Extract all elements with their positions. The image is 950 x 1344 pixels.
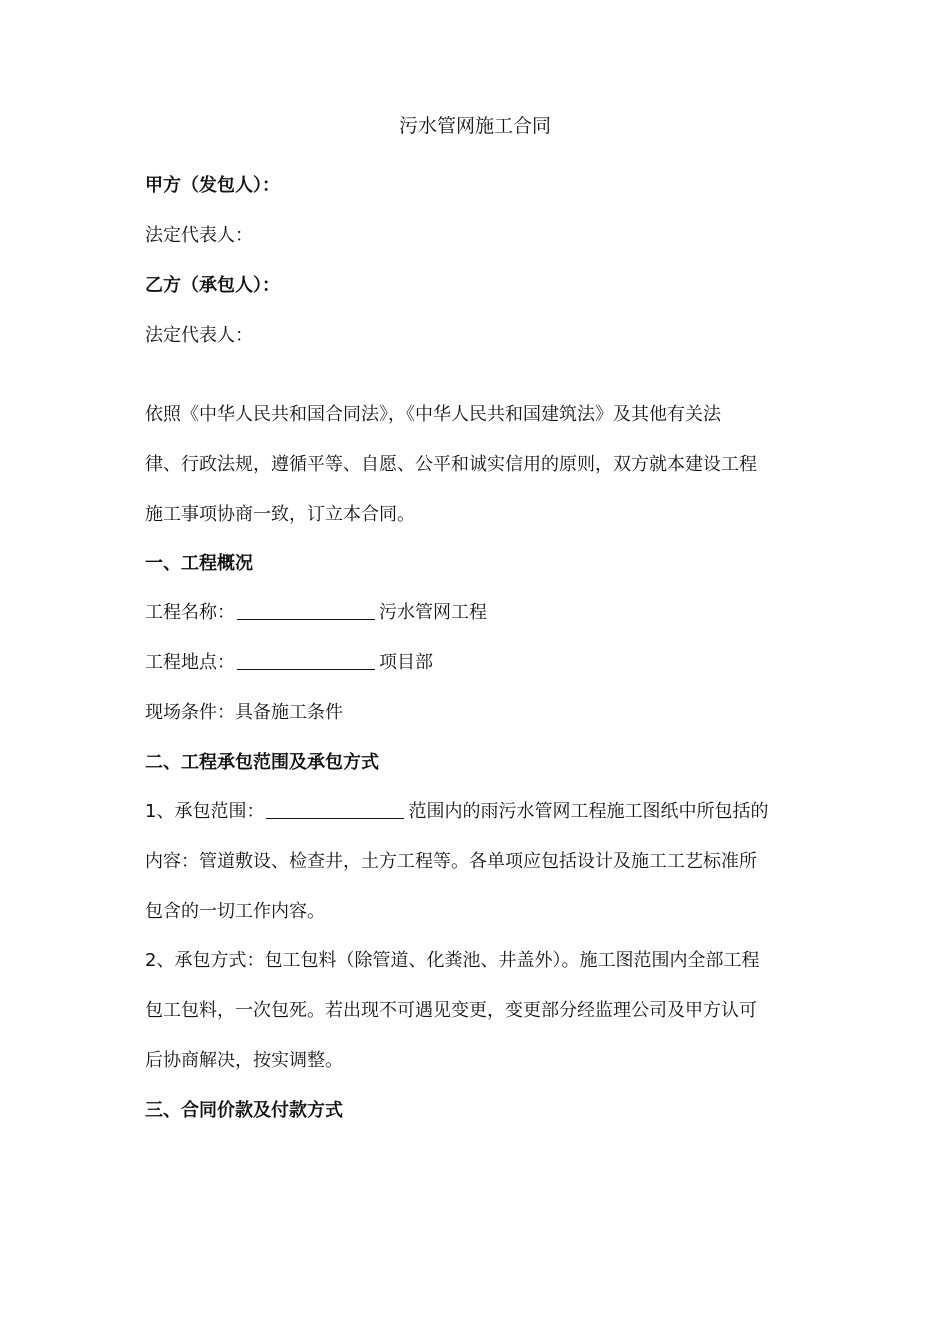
project-location-label: 工程地点：	[145, 652, 235, 673]
preamble-line: 律、行政法规，遵循平等、自愿、公平和诚实信用的原则，双方就本建设工程	[145, 454, 757, 475]
preamble-line: 依照《中华人民共和国合同法》，《中华人民共和国建筑法》及其他有关法	[145, 404, 721, 425]
fill-in-blank	[237, 653, 375, 670]
project-location-row	[145, 651, 433, 675]
scope-row	[145, 800, 768, 824]
scope-line: 包含的一切工作内容。	[145, 901, 325, 922]
method-line: 2、承包方式：包工包料（除管道、化粪池、井盖外）。施工图范围内全部工程	[145, 950, 760, 971]
scope-text: 范围内的雨污水管网工程施工图纸中所包括的	[408, 801, 769, 822]
fill-in-blank	[266, 802, 404, 819]
scope-label: 1、承包范围：	[145, 801, 265, 822]
section-heading-2: 二、工程承包范围及承包方式	[145, 752, 379, 773]
section-heading-1: 一、工程概况	[145, 553, 253, 574]
party-a-label: 甲方（发包人）：	[145, 175, 280, 196]
project-name-row	[145, 601, 487, 625]
project-location-value: 项目部	[379, 652, 433, 673]
section-heading-3: 三、合同价款及付款方式	[145, 1100, 343, 1121]
scope-line: 内容：管道敷设、检查井，土方工程等。各单项应包括设计及施工工艺标准所	[145, 851, 757, 872]
project-name-label: 工程名称：	[145, 602, 235, 623]
party-b-label: 乙方（承包人）：	[145, 275, 280, 296]
project-name-value: 污水管网工程	[379, 602, 487, 623]
method-line: 包工包料，一次包死。若出现不可遇见变更，变更部分经监理公司及甲方认可	[145, 1000, 757, 1021]
document-title: 污水管网施工合同	[398, 115, 551, 137]
party-b-representative: 法定代表人：	[145, 325, 253, 346]
site-conditions: 现场条件：具备施工条件	[145, 702, 343, 723]
method-line: 后协商解决，按实调整。	[145, 1050, 343, 1071]
preamble-line: 施工事项协商一致，订立本合同。	[145, 504, 415, 525]
party-a-representative: 法定代表人：	[145, 225, 253, 246]
fill-in-blank	[237, 603, 375, 620]
